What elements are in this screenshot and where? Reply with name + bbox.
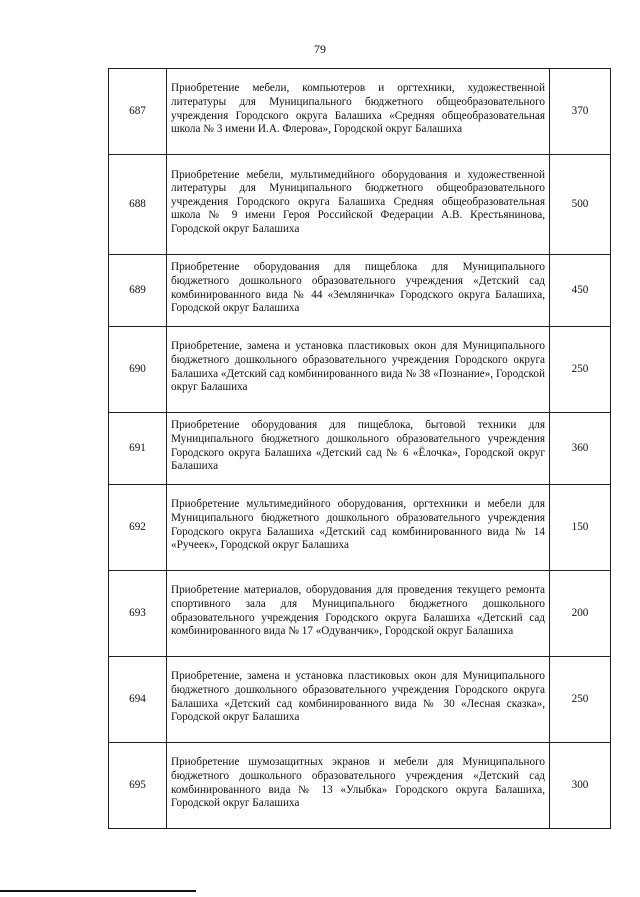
table-row	[109, 485, 611, 571]
page-number: 79	[314, 42, 326, 56]
row-description: Приобретение материалов, оборудования для проведения текущего ремонта спортивного зала для Муниципального бюджетного дошкольного образовательного учреждения Городского округа Балашиха «Детский сад комбинированного вида № 17 «Одуванчик», Городской округ Балашиха	[167, 571, 550, 657]
table-row	[109, 69, 611, 155]
row-description: Приобретение мультимедийного оборудования, оргтехники и мебели для Муниципального бюджетного дошкольного образовательного учреждения Городского округа Балашиха «Детский сад комбинированного вида № 14 «Ручеек», Городской округ Балашиха	[167, 485, 550, 571]
row-amount: 360	[550, 413, 611, 485]
row-number: 692	[109, 485, 167, 571]
row-number: 694	[109, 657, 167, 743]
table-row	[109, 743, 611, 829]
row-amount: 300	[550, 743, 611, 829]
expenditure-table	[108, 68, 611, 829]
row-amount: 150	[550, 485, 611, 571]
row-number: 695	[109, 743, 167, 829]
row-description: Приобретение шумозащитных экранов и мебели для Муниципального бюджетного дошкольного образовательного учреждения «Детский сад комбинированного вида № 13 «Улыбка» Городского округа Балашиха, Городской округ Балашиха	[167, 743, 550, 829]
row-number: 687	[109, 69, 167, 155]
row-amount: 500	[550, 155, 611, 255]
row-number: 688	[109, 155, 167, 255]
row-description: Приобретение оборудования для пищеблока для Муниципального бюджетного дошкольного образовательного учреждения «Детский сад комбинированного вида № 44 «Земляничка» Городского округа Балашиха, Городской округ Балашиха	[167, 255, 550, 327]
row-number: 690	[109, 327, 167, 413]
footnote-separator	[0, 890, 196, 892]
row-amount: 450	[550, 255, 611, 327]
table-row	[109, 657, 611, 743]
row-description: Приобретение, замена и установка пластиковых окон для Муниципального бюджетного дошкольного образовательного учреждения Городского округа Балашиха «Детский сад комбинированного вида № 38 «Познание», Городской округ Балашиха	[167, 327, 550, 413]
table-row	[109, 327, 611, 413]
row-description: Приобретение мебели, мультимедийного оборудования и художественной литературы для Муниципального бюджетного общеобразовательного учреждения Городского округа Балашиха Средняя общеобразовательная школа № 9 имени Героя Российской Федерации А.В. Крестьянинова, Городской округ Балашиха	[167, 155, 550, 255]
row-description: Приобретение оборудования для пищеблока, бытовой техники для Муниципального бюджетного дошкольного образовательного учреждения Городского округа Балашиха «Детский сад № 6 «Ёлочка», Городской округ Балашиха	[167, 413, 550, 485]
row-number: 691	[109, 413, 167, 485]
row-number: 689	[109, 255, 167, 327]
table-row	[109, 255, 611, 327]
row-amount: 250	[550, 657, 611, 743]
row-description: Приобретение, замена и установка пластиковых окон для Муниципального бюджетного дошкольного образовательного учреждения Городского округа Балашиха «Детский сад комбинированного вида № 30 «Лесная сказка», Городской округ Балашиха	[167, 657, 550, 743]
row-amount: 370	[550, 69, 611, 155]
row-description: Приобретение мебели, компьютеров и оргтехники, художественной литературы для Муниципального бюджетного общеобразовательного учреждения Городского округа Балашиха «Средняя общеобразовательная школа № 3 имени И.А. Флерова», Городской округ Балашиха	[167, 69, 550, 155]
table-row	[109, 155, 611, 255]
row-number: 693	[109, 571, 167, 657]
table-row	[109, 413, 611, 485]
row-amount: 200	[550, 571, 611, 657]
row-amount: 250	[550, 327, 611, 413]
table-row	[109, 571, 611, 657]
